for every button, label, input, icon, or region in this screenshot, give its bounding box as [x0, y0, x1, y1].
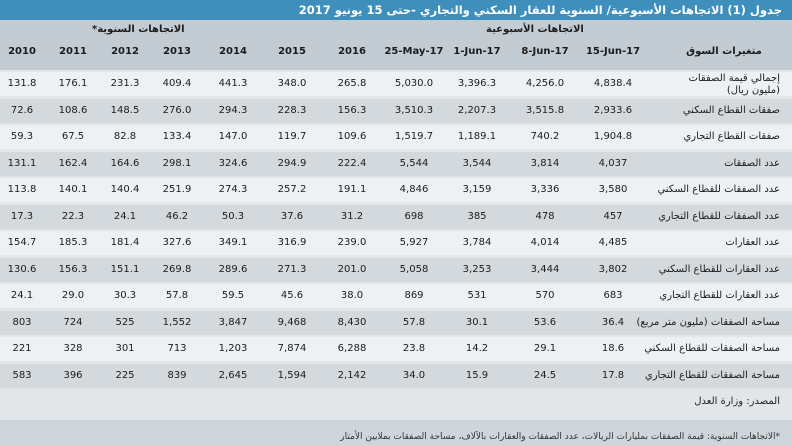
header-col-0: 15-Jun-17	[585, 46, 641, 57]
table-cell: 162.4	[58, 157, 88, 169]
table-cell: 3,396.3	[457, 78, 497, 89]
table-cell: 1,552	[162, 316, 192, 328]
table-row	[0, 311, 792, 335]
table-cell: 185.3	[58, 237, 88, 248]
table-cell: 34.0	[402, 369, 426, 381]
header-col-8: 2012	[111, 46, 139, 57]
table-cell: 3,802	[598, 263, 628, 275]
table-cell: 4,014	[530, 237, 560, 248]
table-cell: 7,874	[277, 343, 307, 354]
annual-trends-label: الاتجاهات السنوية*	[92, 24, 185, 35]
header-col-2: 1-Jun-17	[453, 46, 501, 57]
header-col-1: 8-Jun-17	[521, 46, 569, 57]
row-label: عدد الصفقات	[724, 157, 780, 169]
table-cell: 140.4	[110, 184, 140, 195]
table-cell: 839	[167, 369, 187, 381]
table-cell: 276.0	[162, 104, 192, 116]
table-row	[0, 364, 792, 388]
table-cell: 316.9	[277, 237, 307, 248]
table-cell: 274.3	[218, 184, 248, 195]
table-cell: 3,784	[462, 237, 492, 248]
table-cell: 327.6	[162, 237, 192, 248]
table-cell: 222.4	[337, 157, 367, 169]
table-cell: 225	[115, 369, 135, 381]
table-cell: 67.5	[61, 131, 85, 142]
table-cell: 29.1	[533, 343, 557, 354]
table-cell: 4,838.4	[593, 78, 633, 89]
table-cell: 2,207.3	[457, 104, 497, 116]
table-cell: 2,142	[337, 369, 367, 381]
table-cell: 119.7	[277, 131, 307, 142]
row-label: صفقات القطاع السكني	[682, 104, 780, 116]
table-cell: 251.9	[162, 184, 192, 195]
table-cell: 683	[603, 290, 623, 301]
table-cell: 53.6	[533, 316, 557, 328]
table-cell: 4,846	[399, 184, 429, 195]
table-cell: 5,927	[399, 237, 429, 248]
table-cell: 36.4	[601, 316, 625, 328]
table-cell: 803	[12, 316, 32, 328]
table-cell: 6,288	[337, 343, 367, 354]
table-cell: 30.1	[465, 316, 489, 328]
table-cell: 18.6	[601, 343, 625, 354]
table-cell: 349.1	[218, 237, 248, 248]
table-cell: 38.0	[340, 290, 364, 301]
table-cell: 82.8	[113, 131, 137, 142]
table-cell: 113.8	[7, 184, 37, 195]
table-cell: 531	[467, 290, 487, 301]
table-cell: 457	[603, 210, 623, 222]
table-cell: 22.3	[61, 210, 85, 222]
row-label: عدد العقارات للقطاع السكني	[658, 263, 780, 275]
table-cell: 324.6	[218, 157, 248, 169]
table-cell: 3,515.8	[525, 104, 565, 116]
table-cell: 301	[115, 343, 135, 354]
table-cell: 294.9	[277, 157, 307, 169]
table-cell: 148.5	[110, 104, 140, 116]
row-label: عدد العقارات للقطاع التجاري	[659, 290, 780, 301]
table-cell: 72.6	[10, 104, 34, 116]
table-cell: 3,253	[462, 263, 492, 275]
table-cell: 1,203	[218, 343, 248, 354]
table-cell: 4,256.0	[525, 78, 565, 89]
table-cell: 45.6	[280, 290, 304, 301]
table-cell: 57.8	[165, 290, 189, 301]
table-cell: 257.2	[277, 184, 307, 195]
table-cell: 130.6	[7, 263, 37, 275]
table-row	[0, 205, 792, 229]
table-cell: 239.0	[337, 237, 367, 248]
header-col-7: 2013	[163, 46, 191, 57]
table-row	[0, 178, 792, 202]
table-cell: 698	[404, 210, 424, 222]
header-col-4: 2016	[338, 46, 366, 57]
table-cell: 265.8	[337, 78, 367, 89]
table-cell: 1,189.1	[457, 131, 497, 142]
header-col-6: 2014	[219, 46, 247, 57]
table-cell: 15.9	[465, 369, 489, 381]
table-cell: 201.0	[337, 263, 367, 275]
table-header	[0, 20, 792, 70]
table-cell: 176.1	[58, 78, 88, 89]
table-cell: 5,058	[399, 263, 429, 275]
table-cell: 1,594	[277, 369, 307, 381]
table-cell: 298.1	[162, 157, 192, 169]
table-cell: 31.2	[340, 210, 364, 222]
table-cell: 133.4	[162, 131, 192, 142]
table-cell: 409.4	[162, 78, 192, 89]
table-cell: 221	[12, 343, 32, 354]
table-row	[0, 72, 792, 96]
weekly-trends-label: الاتجاهات الأسبوعية	[486, 24, 584, 35]
source-note: المصدر: وزارة العدل	[694, 396, 780, 407]
row-label: صفقات القطاع التجاري	[683, 131, 780, 142]
table-cell: 3,814	[530, 157, 560, 169]
header-col-3: 25-May-17	[384, 46, 444, 57]
table-cell: 740.2	[530, 131, 560, 142]
table-cell: 37.6	[280, 210, 304, 222]
table-cell: 23.8	[402, 343, 426, 354]
table-cell: 269.8	[162, 263, 192, 275]
row-label: مساحة الصفقات للقطاع السكني	[644, 343, 780, 354]
table-cell: 17.3	[10, 210, 34, 222]
table-cell: 2,933.6	[593, 104, 633, 116]
table-cell: 1,519.7	[394, 131, 434, 142]
table-cell: 5,030.0	[394, 78, 434, 89]
table-cell: 9,468	[277, 316, 307, 328]
table-cell: 131.1	[7, 157, 37, 169]
table-title: جدول (1) الاتجاهات الأسبوعية/ السنوية للعقار السكني والتجاري -حتى 15 يونيو 2017	[0, 0, 792, 20]
table-cell: 57.8	[402, 316, 426, 328]
table-cell: 3,444	[530, 263, 560, 275]
table-row	[0, 258, 792, 282]
table-cell: 869	[404, 290, 424, 301]
table-cell: 396	[63, 369, 83, 381]
table-cell: 29.0	[61, 290, 85, 301]
row-label: عدد الصفقات للقطاع السكني	[657, 184, 780, 195]
table-cell: 583	[12, 369, 32, 381]
table-cell: 3,580	[598, 184, 628, 195]
table-cell: 289.6	[218, 263, 248, 275]
table-cell: 3,847	[218, 316, 248, 328]
table-cell: 3,544	[462, 157, 492, 169]
table-cell: 228.3	[277, 104, 307, 116]
table-cell: 140.1	[58, 184, 88, 195]
header-col-5: 2015	[278, 46, 306, 57]
table-cell: 3,159	[462, 184, 492, 195]
table-cell: 24.1	[113, 210, 137, 222]
header-indicator: متغيرات السوق	[686, 46, 762, 57]
table-cell: 156.3	[58, 263, 88, 275]
table-cell: 8,430	[337, 316, 367, 328]
table-cell: 59.3	[10, 131, 34, 142]
row-label: مساحة الصفقات للقطاع التجاري	[644, 369, 780, 381]
table-cell: 191.1	[337, 184, 367, 195]
table-cell: 154.7	[7, 237, 37, 248]
table-cell: 14.2	[465, 343, 489, 354]
table-cell: 164.6	[110, 157, 140, 169]
table-cell: 348.0	[277, 78, 307, 89]
table-cell: 156.3	[337, 104, 367, 116]
table-cell: 4,485	[598, 237, 628, 248]
table-cell: 24.1	[10, 290, 34, 301]
table-cell: 181.4	[110, 237, 140, 248]
table-cell: 147.0	[218, 131, 248, 142]
table-cell: 4,037	[598, 157, 628, 169]
table-row	[0, 152, 792, 176]
table-cell: 131.8	[7, 78, 37, 89]
table-cell: 50.3	[221, 210, 245, 222]
table-cell: 109.6	[337, 131, 367, 142]
table-cell: 328	[63, 343, 83, 354]
table-cell: 385	[467, 210, 487, 222]
table-cell: 525	[115, 316, 135, 328]
table-cell: 151.1	[110, 263, 140, 275]
header-col-10: 2010	[8, 46, 36, 57]
table-row	[0, 337, 792, 361]
table-cell: 46.2	[165, 210, 189, 222]
header-col-9: 2011	[59, 46, 87, 57]
table-row	[0, 125, 792, 149]
table-cell: 3,510.3	[394, 104, 434, 116]
table-cell: 724	[63, 316, 83, 328]
table-cell: 1,904.8	[593, 131, 633, 142]
table-cell: 231.3	[110, 78, 140, 89]
table-cell: 30.3	[113, 290, 137, 301]
table-cell: 441.3	[218, 78, 248, 89]
row-label: عدد الصفقات للقطاع التجاري	[658, 210, 780, 222]
table-cell: 108.6	[58, 104, 88, 116]
table-cell: 24.5	[533, 369, 557, 381]
table-cell: 271.3	[277, 263, 307, 275]
row-label: عدد العقارات	[725, 237, 780, 248]
table-row	[0, 99, 792, 123]
table-cell: 570	[535, 290, 555, 301]
table-cell: 5,544	[399, 157, 429, 169]
table-cell: 478	[535, 210, 555, 222]
row-label: مساحة الصفقات (مليون متر مربع)	[636, 316, 780, 328]
table-cell: 713	[167, 343, 187, 354]
row-label: إجمالي قيمة الصفقات (مليون ريال)	[688, 73, 780, 96]
table-cell: 2,645	[218, 369, 248, 381]
table-row	[0, 231, 792, 255]
table-cell: 17.8	[601, 369, 625, 381]
table-cell: 3,336	[530, 184, 560, 195]
table-cell: 59.5	[221, 290, 245, 301]
table-row	[0, 284, 792, 308]
footnote: *الاتجاهات السنوية: قيمة الصفقات بمليارات الريالات، عدد الصفقات والعقارات بالآلاف، مساحة الصفقات بملايين الأمتار	[340, 432, 780, 442]
table-cell: 294.3	[218, 104, 248, 116]
